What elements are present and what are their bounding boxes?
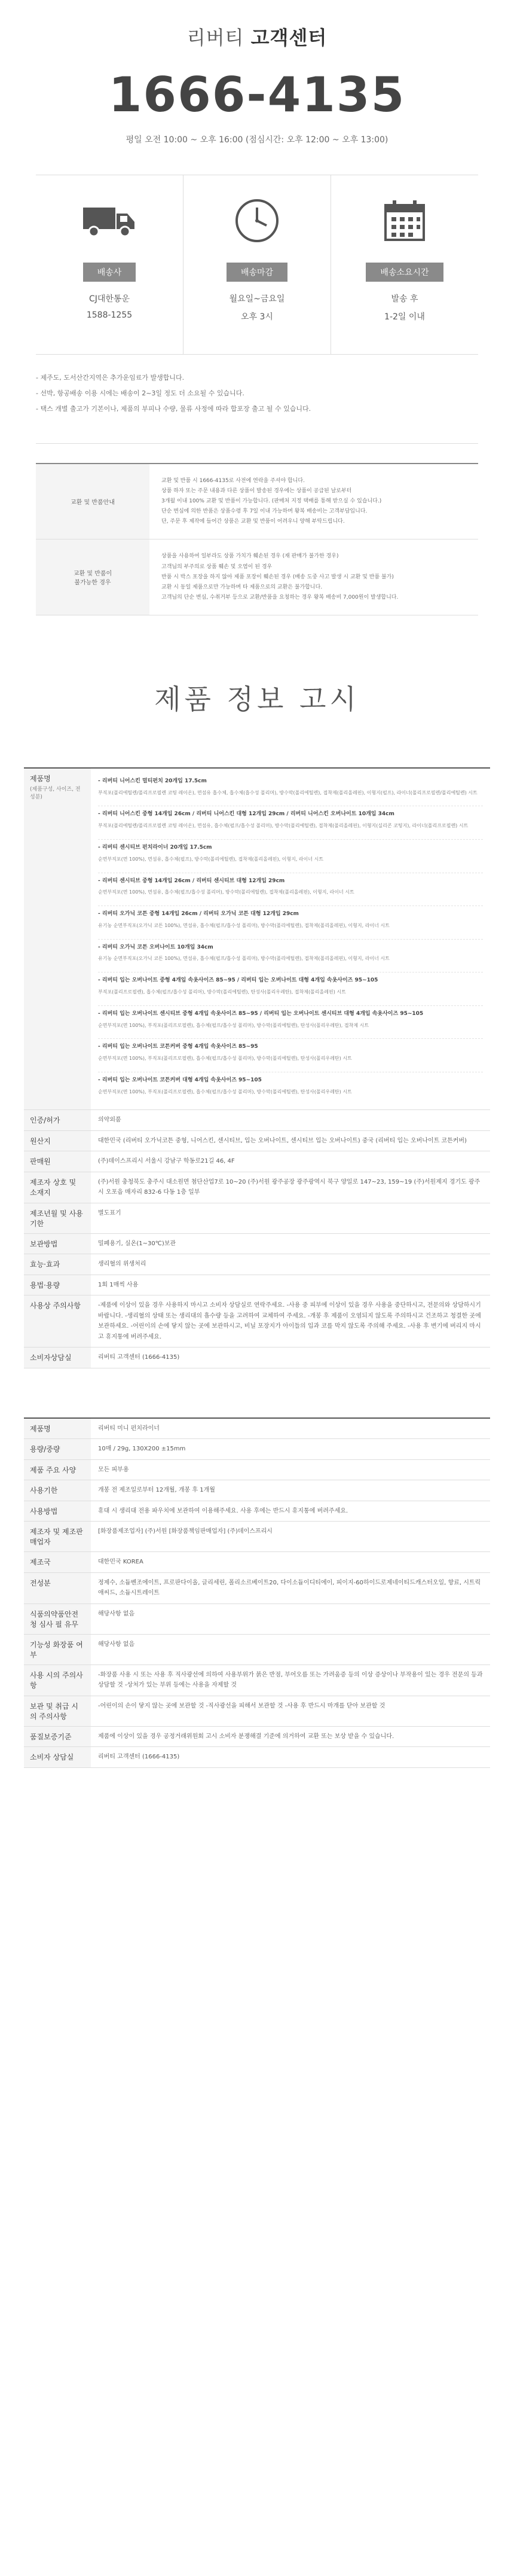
spec2-rows bbox=[24, 1419, 490, 1768]
composition-text: 유기농 순면부직포(오가닉 코튼 100%), 면섬유, 흡수체(펄프/흡수성 폴리머), 방수막(폴리에틸렌), 접착제(폴리올레핀), 이형지, 라이너 시트 bbox=[98, 922, 390, 928]
spec-row bbox=[24, 1747, 490, 1768]
composition-name: - 리버티 입는 오버나이트 센시티브 중형 4개입 속옷사이즈 85~95 / 리버티 입는 오버나이트 센시티브 대형 4개입 속옷사이즈 95~105 bbox=[98, 1010, 424, 1017]
info-value: 오후 3시 bbox=[241, 312, 273, 322]
spec-head: 판매원 bbox=[24, 1151, 91, 1172]
policy-line: 단, 주문 후 제작에 들어간 상품은 교환 및 반품이 어려우니 양해 부탁드립니다. bbox=[161, 519, 345, 525]
spec-row bbox=[24, 1460, 490, 1481]
spec-head: 사용상 주의사항 bbox=[24, 1295, 91, 1347]
notice-title: 제품 정보 고시 bbox=[154, 682, 360, 715]
composition-name: - 리버티 센시티브 중형 14개입 26cm / 리버티 센시티브 대형 12개입 29cm bbox=[98, 877, 285, 884]
composition-item bbox=[98, 973, 483, 1006]
policy-line: 교환 시 동일 제품으로만 가능하며 타 제품으로의 교환은 불가합니다. bbox=[161, 584, 323, 590]
spec-head-label: 제품명 bbox=[30, 774, 51, 783]
spec-head: 원산지 bbox=[24, 1131, 91, 1151]
spec-head: 품질보증기준 bbox=[24, 1727, 91, 1747]
composition-text: 순면부직포(면 100%), 부직포(폴리프로필렌), 흡수체(펄프/흡수성 폴리머), 방수막(폴리에틸렌), 탄성사(폴리우레탄) 시트 bbox=[98, 1089, 352, 1095]
policy-head: 교환 및 반품안내 bbox=[36, 464, 149, 539]
cs-hours: 평일 오전 10:00 ~ 오후 16:00 (점심시간: 오후 12:00 ~ 오후 13:00) bbox=[126, 135, 388, 145]
spec-value: 밀폐용기, 실온(1~30℃)보관 bbox=[98, 1240, 176, 1247]
spec-head: 제조년월 및 사용기한 bbox=[24, 1203, 91, 1233]
info-value: 1-2일 이내 bbox=[384, 312, 425, 322]
spec-value: 리버티 미니 펀치라이너 bbox=[98, 1425, 160, 1432]
spec-row bbox=[24, 1665, 490, 1696]
spec-row bbox=[24, 1696, 490, 1727]
spec-row bbox=[24, 1254, 490, 1275]
section-gap bbox=[0, 1368, 514, 1417]
info-label: 배송마감 bbox=[227, 263, 287, 282]
composition-text: 유기농 순면부직포(오가닉 코튼 100%), 면섬유, 흡수체(펄프/흡수성 폴리머), 방수막(폴리에틸렌), 접착제(폴리올레핀), 이형지, 라이너 시트 bbox=[98, 956, 390, 962]
composition-name: - 리버티 입는 오버나이트 중형 4개입 속옷사이즈 85~95 / 리버티 입는 오버나이트 대형 4개입 속옷사이즈 95~105 bbox=[98, 977, 378, 984]
spec-row bbox=[24, 1348, 490, 1368]
info-col-duration bbox=[331, 175, 478, 354]
spec-head: 소비자상담실 bbox=[24, 1348, 91, 1368]
cs-phone[interactable]: 1666-4135 bbox=[108, 67, 406, 123]
note-item: - 제주도, 도서산간지역은 추가운임료가 발생합니다. bbox=[36, 374, 185, 382]
spec-head: 사용 시의 주의사항 bbox=[24, 1665, 91, 1696]
spec-value: (주)데이스프리시 서울시 강남구 학동로21길 46, 4F bbox=[98, 1158, 235, 1165]
spec-row bbox=[24, 1522, 490, 1552]
spec-head: 소비자 상담실 bbox=[24, 1747, 91, 1767]
spec-value: -어린이의 손이 닿지 않는 곳에 보관할 것 -직사광선을 피해서 보관할 것 -사용 후 반드시 마개를 닫아 보관할 것 bbox=[98, 1702, 386, 1709]
composition-item bbox=[98, 873, 483, 907]
info-value: 발송 후 bbox=[391, 294, 418, 304]
truck-icon bbox=[36, 197, 183, 245]
spec-head: 제조자 및 제조판매업자 bbox=[24, 1522, 91, 1551]
spec-value: 리버티 고객센터 (1666-4135) bbox=[98, 1754, 180, 1761]
cs-title bbox=[0, 23, 514, 50]
info-col-deadline bbox=[183, 175, 331, 354]
spec-row bbox=[24, 1275, 490, 1296]
spec-row bbox=[24, 769, 490, 1110]
note-item: - 택스 개별 출고가 기본이나, 제품의 부피나 수량, 물류 사정에 따라 합포장 출고 될 수 있습니다. bbox=[36, 405, 311, 413]
spec-table-1 bbox=[24, 767, 490, 1368]
spec-value: 휴대 시 생리대 전용 파우치에 보관하여 이용해주세요. 사용 후에는 반드시 휴지통에 버려주세요. bbox=[98, 1507, 348, 1514]
info-value: 월요일~금요일 bbox=[229, 294, 285, 304]
spec-value: 1회 1매씩 사용 bbox=[98, 1281, 139, 1288]
composition-text: 부직포(폴리에틸렌/폴리프로필렌 코팅 레이온), 면섬유, 흡수체(펄프/흡수성 폴리머), 방수막(폴리에틸렌), 접착제(폴리올레핀), 이형지(실리콘 코팅지), 라이너(폴리프로필렌) 시트 bbox=[98, 823, 469, 829]
policy-line: 상품 하자 또는 주문 내용과 다른 상품이 발송된 경우에는 상품이 공급된 날로부터 bbox=[161, 488, 352, 495]
spec-row bbox=[24, 1110, 490, 1131]
policy-line: 3개월 이내 100% 교환 및 반품이 가능합니다. (판매처 지정 택배를 통해 받으실 수 있습니다.) bbox=[161, 498, 382, 505]
composition-list bbox=[91, 769, 490, 1109]
composition-item bbox=[98, 940, 483, 973]
spec-head: 인증/허가 bbox=[24, 1110, 91, 1130]
clock-icon bbox=[183, 197, 331, 245]
spec-value: 대한민국 (리버티 오가닉코튼 중형, 니어스킨, 센시티브, 입는 오버나이트, 센시티브 입는 오버나이트) 중국 (리버티 입는 오버나이트 코튼커버) bbox=[98, 1137, 467, 1144]
spec-value: 모든 피부용 bbox=[98, 1466, 129, 1473]
composition-name: - 리버티 니어스킨 중형 14개입 26cm / 리버티 니어스킨 대형 12개입 29cm / 리버티 니어스킨 오버나이트 10개입 34cm bbox=[98, 811, 394, 818]
spec-value: 개봉 전 제조일로부터 12개월, 개봉 후 1개월 bbox=[98, 1487, 215, 1494]
spec-value: 의약외품 bbox=[98, 1117, 121, 1124]
spec-row bbox=[24, 1635, 490, 1665]
spec-value: (주)서원 충청북도 충주시 대소원면 첨단산업7로 10~20 (주)서원 광주공장 광주광역시 북구 양일로 147~23, 159~19 (주)서원제지 경기도 광주시 오포읍 매자리 832-6 다동 1층 일부 bbox=[98, 1178, 481, 1196]
calendar-icon bbox=[331, 197, 478, 245]
policy-line: 교환 및 반품 시 1666-4135로 사전에 연락을 주셔야 합니다. bbox=[161, 478, 305, 484]
composition-text: 부직포(폴리에틸렌/폴리프로필렌 코팅 레이온), 면섬유 흡수체, 흡수체(흡수성 폴리머), 방수막(폴리에틸렌), 접착제(폴리올레핀), 이형지(펄프), 라이너(폴리프로필렌/폴리에틸렌) 시트 bbox=[98, 789, 478, 795]
policy-line: 단순 변심에 의한 반품은 상품수령 후 7일 이내 가능하며 왕복 배송비는 고객부담입니다. bbox=[161, 508, 368, 515]
composition-item bbox=[98, 840, 483, 873]
spec-row bbox=[24, 1480, 490, 1501]
spec-value: 10매 / 29g, 130X200 ±15mm bbox=[98, 1446, 186, 1453]
spec-head bbox=[24, 769, 91, 1109]
composition-text: 순면부직포(면 100%), 부직포(폴리프로필렌), 흡수체(펄프/흡수성 폴리머), 방수막(폴리에틸렌), 탄성사(폴리우레탄), 접착제 시트 bbox=[98, 1022, 369, 1028]
spec-row bbox=[24, 1131, 490, 1152]
spec-value: 제품에 이상이 있을 경우 공정거래위원회 고시 소비자 분쟁해결 기준에 의거하여 교환 또는 보상 받을 수 있습니다. bbox=[98, 1733, 394, 1740]
spec-row bbox=[24, 1552, 490, 1573]
composition-item bbox=[98, 806, 483, 840]
policy-row bbox=[36, 464, 478, 539]
spec-head: 전성분 bbox=[24, 1573, 91, 1603]
spec-head: 제조국 bbox=[24, 1552, 91, 1572]
composition-item bbox=[98, 1072, 483, 1105]
spec-row bbox=[24, 1172, 490, 1203]
composition-text: 순면부직포(면 100%), 부직포(폴리프로필렌), 흡수체(펄프/흡수성 폴리머), 방수막(폴리에틸렌), 탄성사(폴리우레탄) 시트 bbox=[98, 1056, 352, 1062]
spec-head: 사용방법 bbox=[24, 1501, 91, 1522]
composition-text: 부직포(폴리프로필렌), 흡수체(펄프/흡수성 폴리머), 방수막(폴리에틸렌), 탄성사(폴리우레탄), 접착제(폴리올레핀) 시트 bbox=[98, 989, 346, 995]
policy-line: 고객님의 단순 변심, 수취거부 등으로 교환/반품을 요청하는 경우 왕복 배송비 7,000원이 발생합니다. bbox=[161, 594, 399, 600]
policy-body bbox=[149, 464, 478, 539]
cs-brand: 리버티 bbox=[186, 26, 244, 49]
spec-head: 사용기한 bbox=[24, 1480, 91, 1501]
composition-name: - 리버티 센시티브 펀치라이너 20개입 17.5cm bbox=[98, 845, 212, 851]
spec-head: 기능성 화장품 여부 bbox=[24, 1635, 91, 1665]
policy-body bbox=[149, 539, 478, 614]
spec-head: 용법·용량 bbox=[24, 1275, 91, 1295]
spec-head: 용량/중량 bbox=[24, 1439, 91, 1459]
policy-line: 반품 시 박스 포장을 하지 않아 제품 포장이 훼손된 경우 (배송 도중 사고 발생 시 교환 및 반품 불가) bbox=[161, 574, 394, 580]
composition-item bbox=[98, 1006, 483, 1039]
composition-item bbox=[98, 773, 483, 807]
info-value: CJ대한통운 bbox=[88, 294, 130, 304]
cs-title-text: 고객센터 bbox=[250, 26, 328, 49]
spec-value: [화장품제조업자] (주)서원 [화장품책임판매업자] (주)데이스프리시 bbox=[98, 1528, 273, 1535]
spec-row bbox=[24, 1604, 490, 1635]
spec-row bbox=[24, 1501, 490, 1522]
spec-value: -제품에 이상이 있을 경우 사용하지 마시고 소비자 상담실로 연락주세요. -사용 중 피부에 이상이 있을 경우 사용을 중단하시고, 전문의와 상담하시기 바랍니다. -생리혈의 상태 또는 생리대의 흡수량 등을 고려하여 교체하여 주세요. -개봉 후 제품이 오염되지 않도록 주의하시고 건조하고 청결한 곳에 보관하세요. -어린이의 손에 닿지 않는 곳에 보관하시고, 비닐 포장지가 아이들의 입과 코를 막지 않도록 주의해 주세요. -사용 후 변기에 버리지 마시고 휴지통에 버려주세요. bbox=[98, 1302, 481, 1340]
spec-value: 대한민국 KOREA bbox=[98, 1559, 143, 1566]
spec-row bbox=[24, 1295, 490, 1348]
policy-line: 고객님의 부주의로 상품 훼손 및 오염이 된 경우 bbox=[161, 563, 273, 570]
spec-value: 정제수, 소듐벤조에이트, 프로판다이올, 글리세린, 폴리소르베이트20, 다이소듐이디티에이, 피이지-60하이드로제네이티드캐스터오일, 향료, 시트릭애씨드, 소듐시트레이트 bbox=[98, 1579, 481, 1597]
spec-head-sub: (제품구성, 사이즈, 전성분) bbox=[30, 786, 81, 800]
composition-name: - 리버티 오가닉 코튼 중형 14개입 26cm / 리버티 오가닉 코튼 대형 12개입 29cm bbox=[98, 911, 299, 917]
spec-row bbox=[24, 1439, 490, 1460]
spec-value: 리버티 고객센터 (1666-4135) bbox=[98, 1354, 180, 1361]
spec-head: 식품의약품안전청 심사 필 유무 bbox=[24, 1604, 91, 1634]
spec-head: 보관 및 취급 시의 주의사항 bbox=[24, 1696, 91, 1726]
cs-header bbox=[0, 0, 514, 175]
spec-value: 별도표기 bbox=[98, 1209, 121, 1217]
return-policy-table bbox=[36, 463, 478, 615]
spec-head: 보관방법 bbox=[24, 1234, 91, 1254]
composition-text: 순면부직포(면 100%), 면섬유, 흡수체(펄프), 방수막(폴리에틸렌), 접착제(폴리올레핀), 이형지, 라이너 시트 bbox=[98, 856, 324, 862]
spec-row bbox=[24, 1419, 490, 1440]
spec-table-2 bbox=[24, 1417, 490, 1768]
info-value: 1588-1255 bbox=[86, 310, 133, 320]
spec-head: 제품명 bbox=[24, 1419, 91, 1439]
spec-head: 제조자 상호 및 소재지 bbox=[24, 1172, 91, 1203]
composition-item bbox=[98, 906, 483, 940]
spec-row bbox=[24, 1203, 490, 1234]
spec-value: 해당사항 없음 bbox=[98, 1641, 135, 1648]
spec-row bbox=[24, 1727, 490, 1748]
spec-head: 제품 주요 사양 bbox=[24, 1460, 91, 1480]
spec-head: 효능·효과 bbox=[24, 1254, 91, 1275]
spec-row bbox=[24, 1573, 490, 1604]
spec-value: 생리혈의 위생처리 bbox=[98, 1261, 146, 1268]
policy-head: 교환 및 반품이 불가능한 경우 bbox=[36, 539, 149, 614]
policy-line: 상품을 사용하여 일부라도 상품 가치가 훼손된 경우 (재 판매가 불가한 경우) bbox=[161, 553, 339, 560]
spec-row bbox=[24, 1234, 490, 1255]
spec1-rows bbox=[24, 1110, 490, 1368]
spec-value: 해당사항 없음 bbox=[98, 1610, 135, 1617]
composition-text: 순면부직포(면 100%), 면섬유, 흡수체(펄프/흡수성 폴리머), 방수막(폴리에틸렌), 접착제(폴리올레핀), 이형지, 라이너 시트 bbox=[98, 889, 354, 895]
shipping-notes bbox=[36, 354, 478, 444]
spec-row bbox=[24, 1151, 490, 1172]
info-label: 배송사 bbox=[83, 263, 136, 282]
composition-item bbox=[98, 1039, 483, 1072]
info-col-carrier bbox=[36, 175, 183, 354]
composition-name: - 리버티 입는 오버나이트 코튼커버 중형 4개입 속옷사이즈 85~95 bbox=[98, 1044, 258, 1050]
composition-name: - 리버티 니어스킨 멀티펀치 20개입 17.5cm bbox=[98, 778, 207, 784]
composition-name: - 리버티 오가닉 코튼 오버나이트 10개입 34cm bbox=[98, 944, 213, 950]
info-label: 배송소요시간 bbox=[366, 263, 443, 282]
composition-name: - 리버티 입는 오버나이트 코튼커버 대형 4개입 속옷사이즈 95~105 bbox=[98, 1077, 262, 1083]
spec-value: -화장품 사용 시 또는 사용 후 직사광선에 의하여 사용부위가 붉은 반점, 부어오름 또는 가려움증 등의 이상 증상이나 부작용이 있는 경우 전문의 등과 상담할 것 -상처가 있는 부위 등에는 사용을 자제할 것 bbox=[98, 1671, 483, 1689]
shipping-info-grid bbox=[36, 175, 478, 354]
note-item: - 선박, 항공배송 이용 시에는 배송이 2~3일 정도 더 소요될 수 있습니다. bbox=[36, 389, 244, 397]
policy-row bbox=[36, 539, 478, 615]
